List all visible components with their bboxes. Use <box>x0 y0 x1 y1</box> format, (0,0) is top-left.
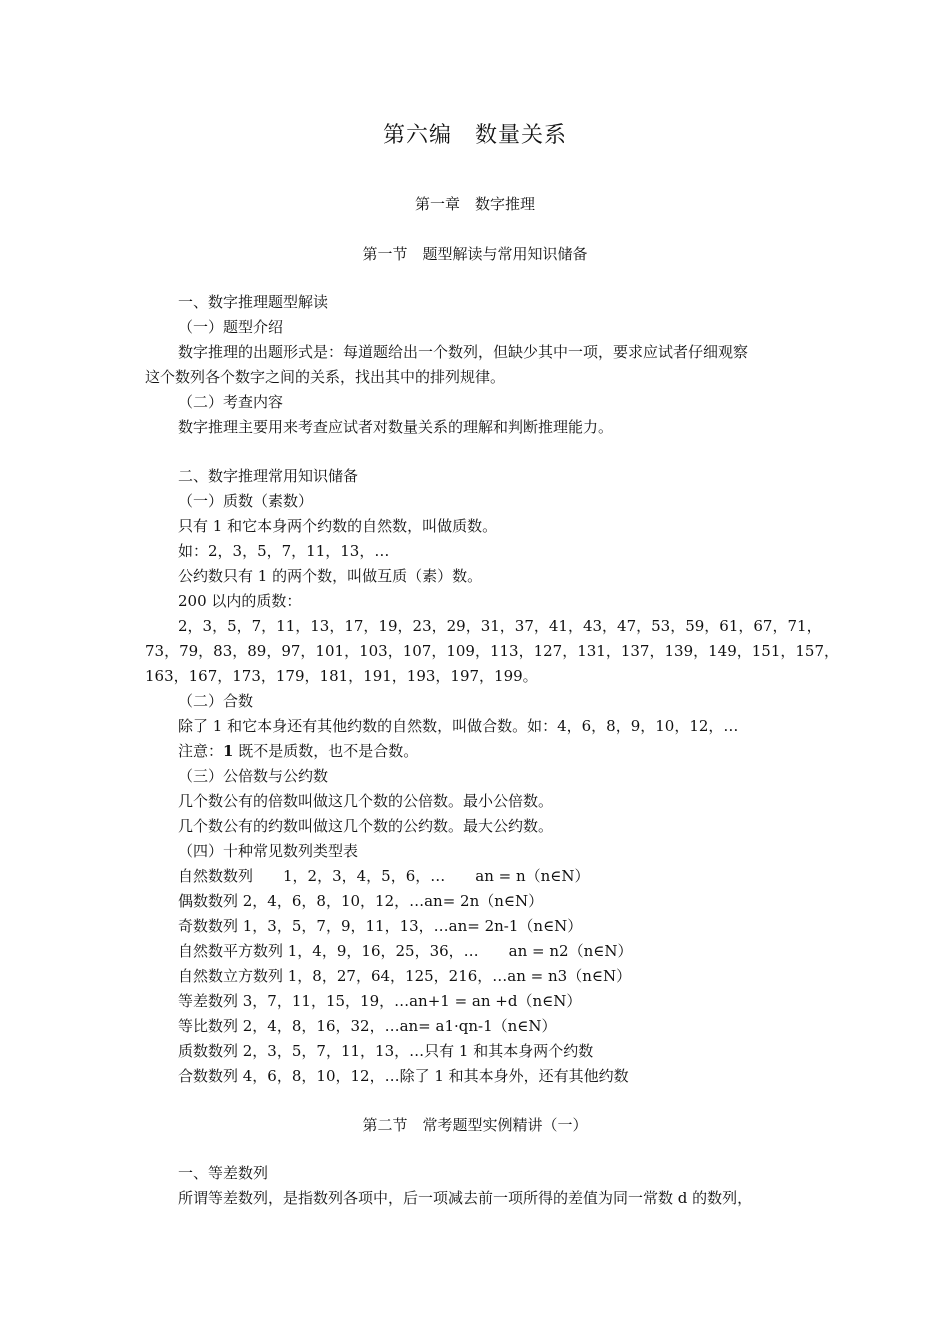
part-title: 第六编 数量关系 <box>382 123 567 148</box>
series-item: 等差数列 3，7，11，15，19，…an+1 = an +d（n∈N） <box>178 992 582 1010</box>
coprime-definition: 公约数只有 1 的两个数，叫做互质（素）数。 <box>178 567 483 585</box>
part3-heading: 一、等差数列 <box>178 1164 269 1182</box>
composite-definition: 除了 1 和它本身还有其他约数的自然数，叫做合数。如：4，6，8，9，10，12，… <box>178 717 739 735</box>
series-item: 自然数数列 1，2，3，4，5，6，… an = n（n∈N） <box>178 867 590 885</box>
sub-heading-content: （二）考查内容 <box>178 393 284 411</box>
primes-list-line1: 2，3，5，7，11，13，17，19，23，29，31，37，41，43，47，53，59，61，67，71， <box>178 617 822 635</box>
series-item: 合数数列 4，6，8，10，12，…除了 1 和其本身外，还有其他约数 <box>178 1067 629 1085</box>
section2-heading: 第二节 常考题型实例精讲（一） <box>362 1116 588 1134</box>
series-item: 偶数数列 2，4，6，8，10，12，…an= 2n（n∈N） <box>178 892 544 910</box>
primes-list-line2: 73，79，83，89，97，101，103，107，109，113，127，131，137，139，149，151，157， <box>145 642 840 660</box>
sub-heading-multiples: （三）公倍数与公约数 <box>178 767 329 785</box>
paragraph-intro-line2: 这个数列各个数字之间的关系，找出其中的排列规律。 <box>145 368 506 386</box>
part1-heading: 一、数字推理题型解读 <box>178 293 329 311</box>
series-item: 质数数列 2，3，5，7，11，13，…只有 1 和其本身两个约数 <box>178 1042 594 1060</box>
series-item: 自然数立方数列 1，8，27，64，125，216，…an = n3（n∈N） <box>178 967 632 985</box>
part2-heading: 二、数字推理常用知识储备 <box>178 467 359 485</box>
sub-heading-series-table: （四）十种常见数列类型表 <box>178 842 359 860</box>
primes-list-line3: 163，167，173，179，181，191，193，197，199。 <box>145 667 538 685</box>
prime-example: 如：2，3，5，7，11，13，… <box>178 542 390 560</box>
note-prefix: 注意： <box>178 742 224 760</box>
series-item: 自然数平方数列 1，4，9，16，25，36，… an = n2（n∈N） <box>178 942 633 960</box>
paragraph-intro-line1: 数字推理的出题形式是：每道题给出一个数列，但缺少其中一项，要求应试者仔细观察 <box>178 343 749 361</box>
common-multiple-text: 几个数公有的倍数叫做这几个数的公倍数。最小公倍数。 <box>178 792 554 810</box>
series-item: 奇数数列 1，3，5，7，9，11，13，…an= 2n-1（n∈N） <box>178 917 583 935</box>
note-line <box>178 739 418 764</box>
arithmetic-series-text: 所谓等差数列，是指数列各项中，后一项减去前一项所得的差值为同一常数 d 的数列， <box>178 1189 753 1207</box>
primes-200-label: 200 以内的质数： <box>178 592 302 610</box>
sub-heading-composite: （二）合数 <box>178 692 254 710</box>
common-divisor-text: 几个数公有的约数叫做这几个数的公约数。最大公约数。 <box>178 817 554 835</box>
sub-heading-intro: （一）题型介绍 <box>178 318 284 336</box>
sub-heading-prime: （一）质数（素数） <box>178 492 314 510</box>
series-item: 等比数列 2，4，8，16，32，…an= a1·qn-1（n∈N） <box>178 1017 557 1035</box>
paragraph-content: 数字推理主要用来考查应试者对数量关系的理解和判断推理能力。 <box>178 418 614 436</box>
note-suffix: 既不是质数，也不是合数。 <box>233 742 419 760</box>
note-bold-number: 1 <box>223 742 234 760</box>
chapter-heading: 第一章 数字推理 <box>414 195 535 213</box>
section-heading: 第一节 题型解读与常用知识储备 <box>362 245 588 263</box>
prime-definition: 只有 1 和它本身两个约数的自然数，叫做质数。 <box>178 517 498 535</box>
